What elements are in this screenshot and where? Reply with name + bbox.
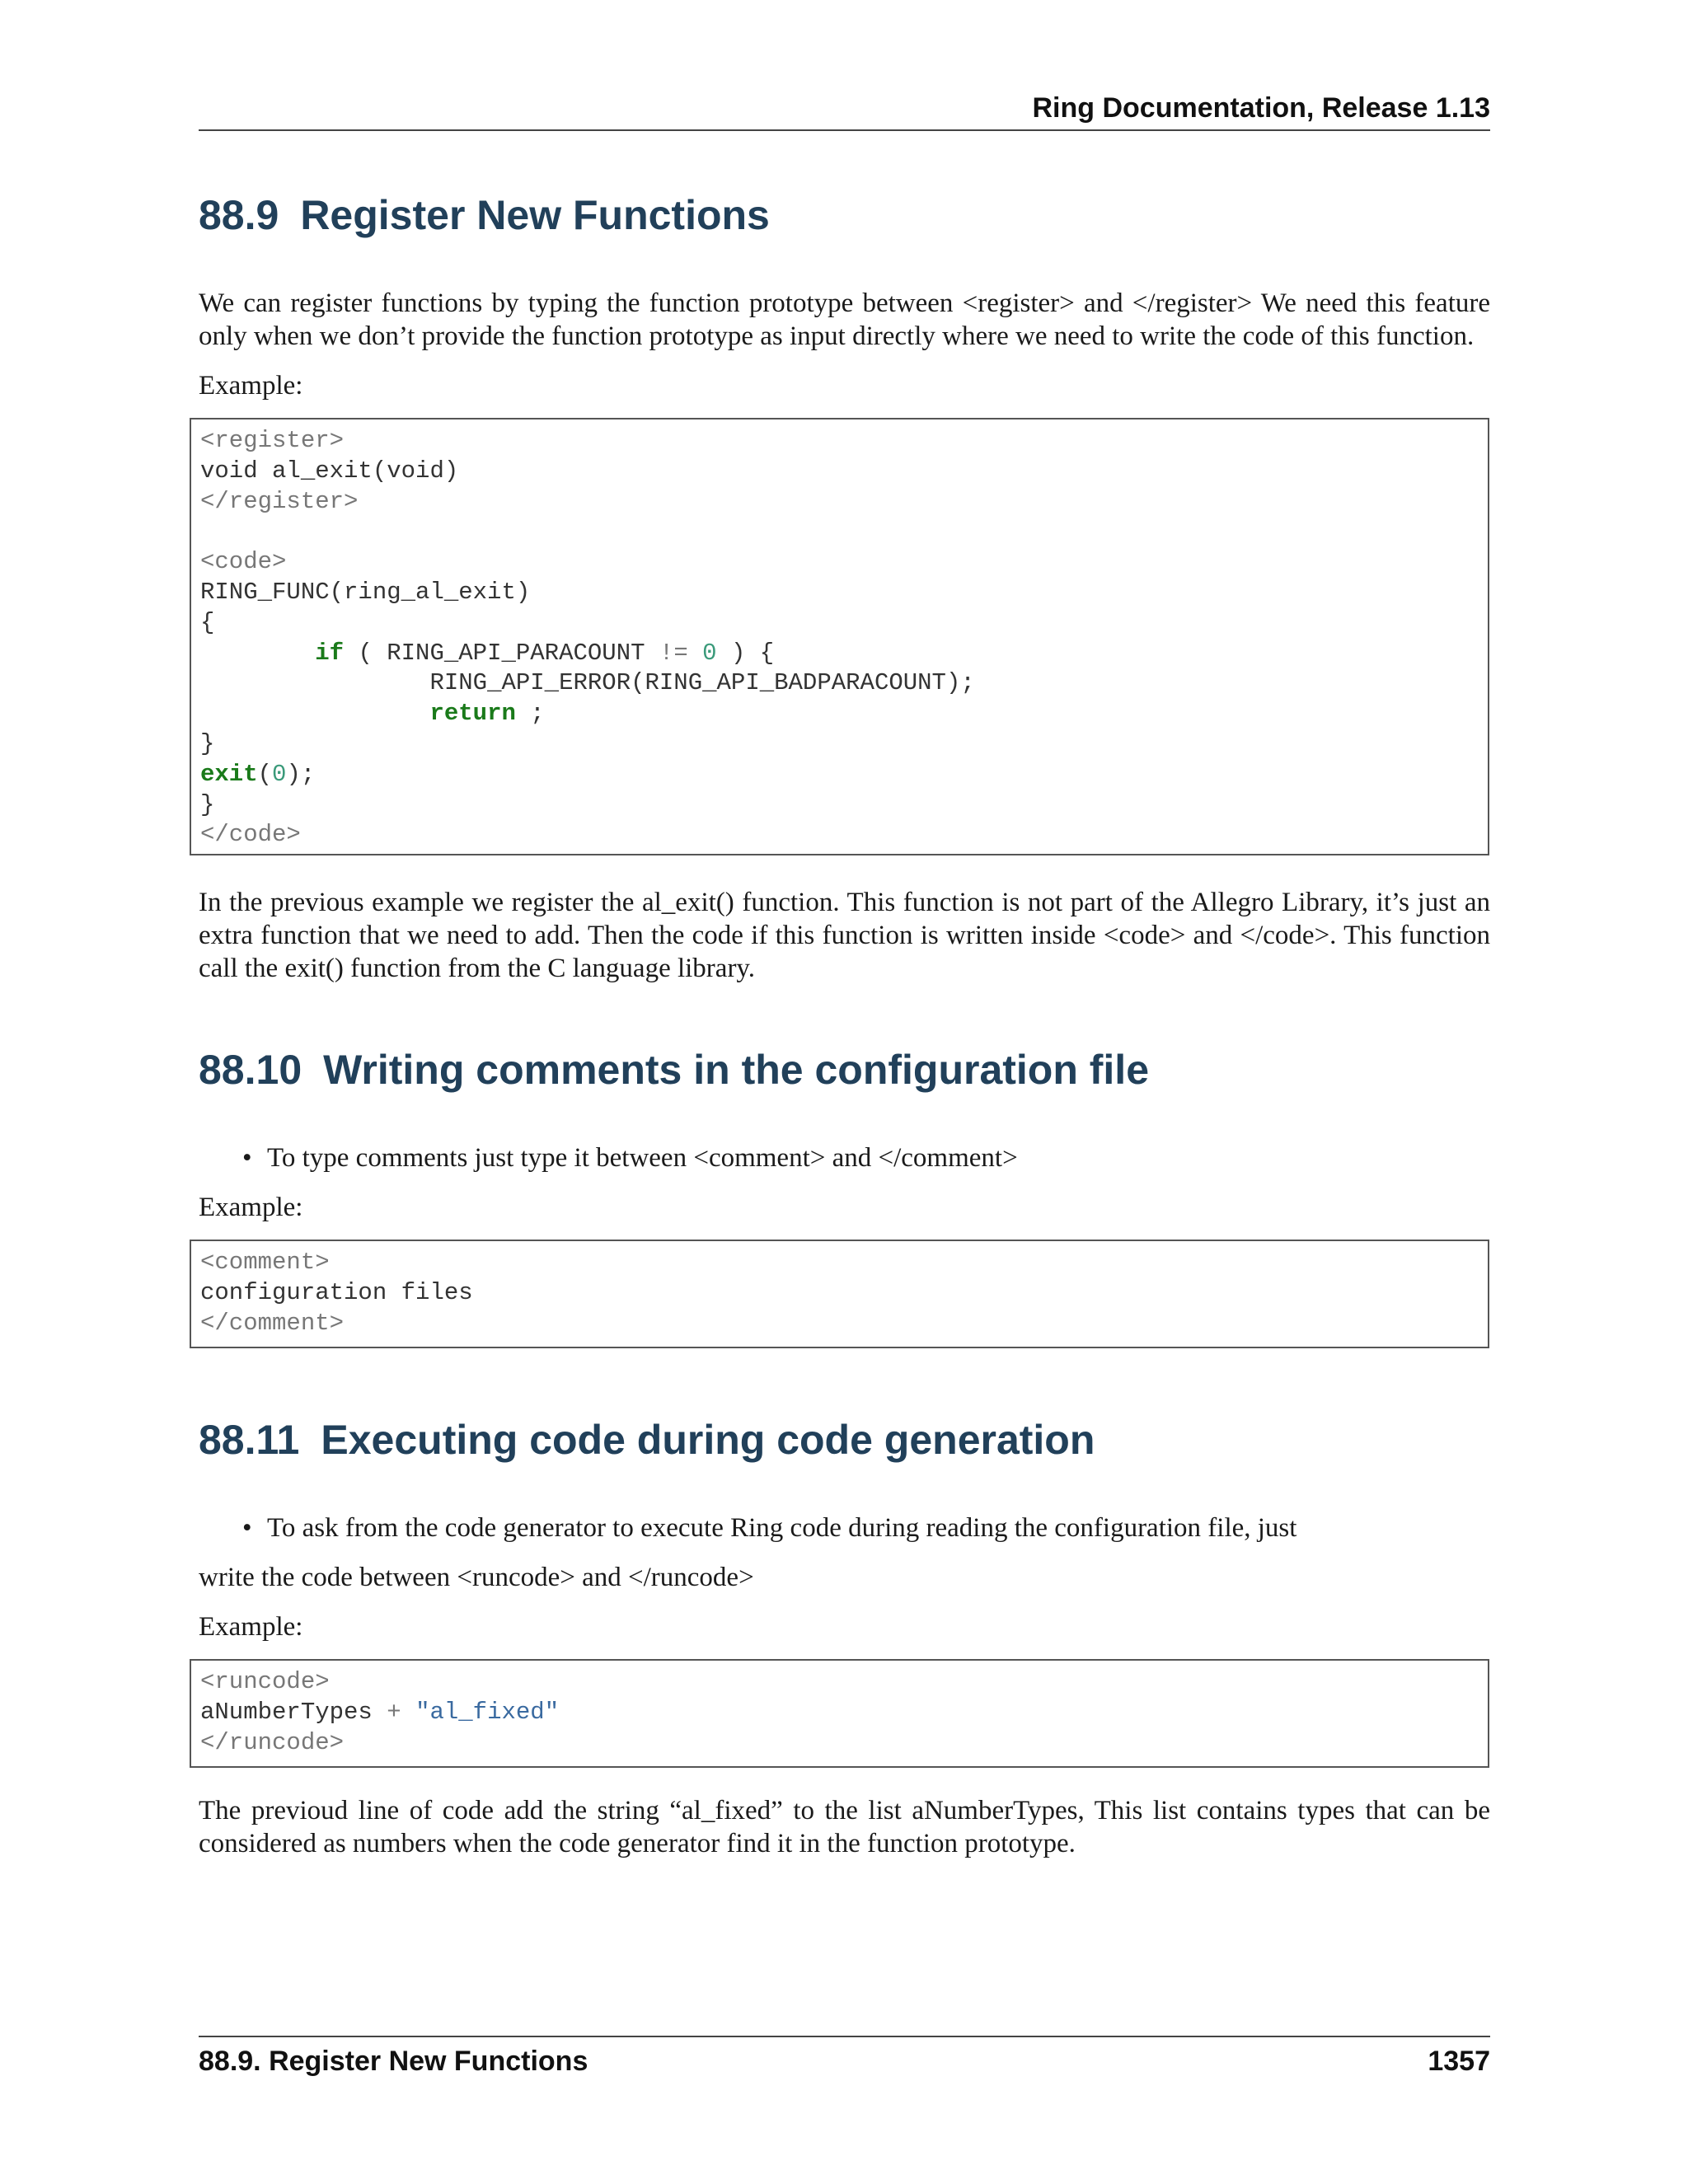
- code-line: <comment>: [200, 1249, 330, 1276]
- paragraph-line: extra function that we need to add. Then the code if this function is written inside <code> and </code>. This function: [199, 921, 1490, 950]
- paragraph-line: only when we don’t provide the function prototype as input directly where we need to write the code of this function.: [199, 321, 1475, 351]
- section-number: 88.10: [199, 1047, 302, 1093]
- bullet-text: To type comments just type it between <comment> and </comment>: [267, 1143, 1018, 1173]
- bullet-text: To ask from the code generator to execute Ring code during reading the configuration file, just: [267, 1513, 1297, 1543]
- code-line: </register>: [200, 487, 359, 515]
- code-number: 0: [272, 760, 287, 788]
- code-line: </comment>: [200, 1309, 345, 1337]
- section-explanation-paragraph: [199, 886, 1490, 985]
- code-block-register: [190, 418, 1489, 855]
- code-text: );: [286, 760, 316, 788]
- paragraph-line: The previoud line of code add the string “al_fixed” to the list aNumberTypes, This list contains types that can be: [199, 1796, 1490, 1825]
- example-label: Example:: [199, 1193, 303, 1222]
- code-text: (: [257, 760, 273, 788]
- code-line: </runcode>: [200, 1728, 345, 1756]
- code-indent: [200, 640, 315, 667]
- code-listing: [200, 1667, 1488, 1758]
- code-number: 0: [702, 639, 717, 667]
- code-line: RING_API_ERROR(RING_API_BADPARACOUNT);: [429, 669, 975, 697]
- section-title-text: Writing comments in the configuration file: [323, 1047, 1150, 1093]
- code-operator: +: [387, 1698, 401, 1726]
- bullet-marker: •: [242, 1513, 252, 1543]
- code-line: <code>: [200, 548, 287, 576]
- page-number: 1357: [1428, 2046, 1490, 2077]
- code-line: configuration files: [200, 1278, 473, 1306]
- section-title-text: Executing code during code generation: [321, 1417, 1095, 1463]
- document-page: [199, 0, 1490, 2184]
- section-heading-88-11: [199, 1416, 1095, 1464]
- code-line: <runcode>: [200, 1668, 330, 1695]
- code-line: }: [200, 729, 215, 757]
- code-space: [688, 640, 702, 667]
- bullet-item: [242, 1141, 1018, 1174]
- code-block-runcode: [190, 1659, 1489, 1768]
- paragraph-line: We can register functions by typing the function prototype between <register> and </register> We need this feature: [199, 288, 1490, 318]
- footer-section-title: 88.9. Register New Functions: [199, 2046, 588, 2077]
- bullet-item: [242, 1511, 1296, 1544]
- code-keyword: exit: [200, 760, 258, 788]
- code-operator: !=: [659, 639, 688, 667]
- code-line: </code>: [200, 821, 301, 849]
- paragraph-line: In the previous example we register the al_exit() function. This function is not part of the Allegro Library, it’s just an: [199, 888, 1490, 917]
- code-text: aNumberTypes: [200, 1698, 387, 1726]
- code-indent: [200, 669, 429, 696]
- code-keyword: return: [429, 700, 516, 728]
- section-explanation-paragraph: [199, 1794, 1490, 1860]
- code-string: "al_fixed": [415, 1698, 560, 1726]
- paragraph-line: call the exit() function from the C language library.: [199, 954, 756, 983]
- code-listing: [200, 1248, 1488, 1338]
- section-heading-88-10: [199, 1046, 1149, 1094]
- code-listing: [200, 426, 1488, 851]
- section-number: 88.9: [199, 192, 279, 238]
- code-keyword: if: [315, 639, 345, 667]
- section-heading-88-9: [199, 191, 770, 239]
- continuation-text: write the code between <runcode> and </runcode>: [199, 1563, 754, 1592]
- header-divider: [199, 129, 1490, 131]
- code-line: <register>: [200, 427, 345, 454]
- code-text: ) {: [716, 639, 775, 667]
- code-space: [401, 1699, 415, 1726]
- code-text: ( RING_API_PARACOUNT: [344, 639, 659, 667]
- section-intro-paragraph: [199, 287, 1490, 353]
- code-text: ;: [515, 700, 545, 728]
- bullet-marker: •: [242, 1143, 252, 1173]
- code-line: }: [200, 790, 215, 818]
- running-header: Ring Documentation, Release 1.13: [1032, 92, 1490, 124]
- code-block-comment: [190, 1240, 1489, 1348]
- code-line: void al_exit(void): [200, 457, 459, 485]
- paragraph-line: considered as numbers when the code generator find it in the function prototype.: [199, 1829, 1076, 1858]
- code-line: {: [200, 608, 215, 636]
- section-title-text: Register New Functions: [300, 192, 770, 238]
- section-number: 88.11: [199, 1417, 300, 1463]
- code-indent: [200, 700, 429, 727]
- code-line: RING_FUNC(ring_al_exit): [200, 578, 531, 606]
- example-label: Example:: [199, 1612, 303, 1642]
- example-label: Example:: [199, 371, 303, 401]
- footer-divider: [199, 2036, 1490, 2037]
